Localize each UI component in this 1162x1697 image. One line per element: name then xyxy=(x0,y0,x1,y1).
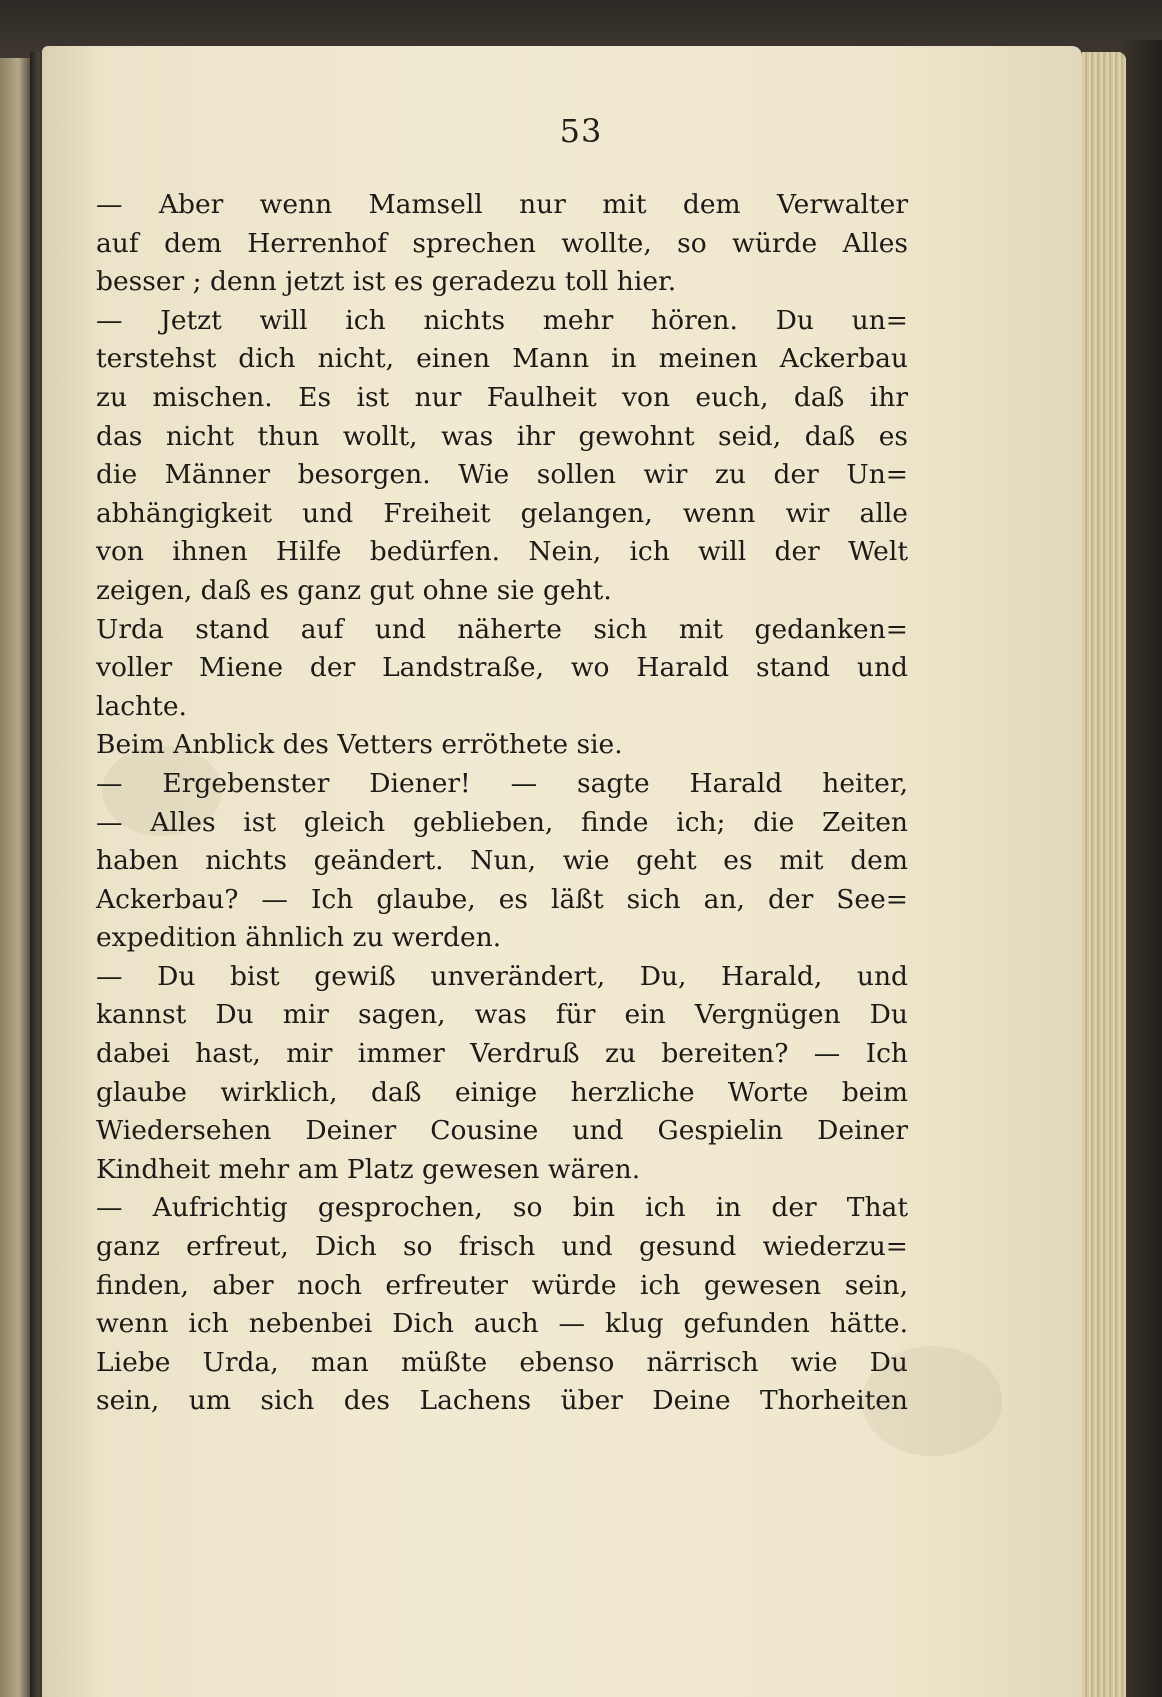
text-line: Wiedersehen Deiner Cousine und Gespielin Deiner xyxy=(96,1115,908,1147)
text-line: voller Miene der Landstraße, wo Harald stand und xyxy=(96,652,908,684)
text-line: zeigen, daß es ganz gut ohne sie geht. xyxy=(96,574,612,606)
text-line: besser ; denn jetzt ist es geradezu toll hier. xyxy=(96,266,677,298)
text-line: glaube wirklich, daß einige herzliche Worte beim xyxy=(96,1076,908,1108)
text-line: von ihnen Hilfe bedürfen. Nein, ich will der Welt xyxy=(96,536,908,568)
text-line: die Männer besorgen. Wie sollen wir zu der Un= xyxy=(96,459,908,491)
text-line: Liebe Urda, man müßte ebenso närrisch wie Du xyxy=(96,1346,908,1378)
text-line: dabei hast, mir immer Verdruß zu bereiten? — Ich xyxy=(96,1038,908,1070)
text-line: Ackerbau? — Ich glaube, es läßt sich an, der See= xyxy=(96,883,908,915)
left-page-edge xyxy=(0,58,34,1697)
text-line: lachte. xyxy=(96,690,187,722)
text-line: Beim Anblick des Vetters erröthete sie. xyxy=(96,729,623,761)
text-line: Kindheit mehr am Platz gewesen wären. xyxy=(96,1153,641,1185)
book-cover-right xyxy=(1122,40,1162,1697)
text-line: finden, aber noch erfreuter würde ich gewesen sein, xyxy=(96,1269,908,1301)
text-line: sein, um sich des Lachens über Deine Thorheiten xyxy=(96,1385,908,1417)
text-line: terstehst dich nicht, einen Mann in meinen Ackerbau xyxy=(96,343,908,375)
text-line: ganz erfreut, Dich so frisch und gesund wiederzu= xyxy=(96,1231,908,1263)
text-line: kannst Du mir sagen, was für ein Vergnügen Du xyxy=(96,999,908,1031)
text-line: — Jetzt will ich nichts mehr hören. Du un= xyxy=(96,304,908,336)
text-line: haben nichts geändert. Nun, wie geht es mit dem xyxy=(96,845,908,877)
text-line: abhängigkeit und Freiheit gelangen, wenn wir alle xyxy=(96,497,908,529)
text-line: Urda stand auf und näherte sich mit gedanken= xyxy=(96,613,908,645)
body-text xyxy=(96,186,908,1421)
text-line: wenn ich nebenbei Dich auch — klug gefunden hätte. xyxy=(96,1308,908,1340)
text-line: zu mischen. Es ist nur Faulheit von euch, daß ihr xyxy=(96,381,908,413)
text-line: auf dem Herrenhof sprechen wollte, so würde Alles xyxy=(96,227,908,259)
text-line: das nicht thun wollt, was ihr gewohnt seid, daß es xyxy=(96,420,908,452)
text-line: — Du bist gewiß unverändert, Du, Harald, und xyxy=(96,960,908,992)
text-line: — Alles ist gleich geblieben, finde ich; die Zeiten xyxy=(96,806,908,838)
text-line: expedition ähnlich zu werden. xyxy=(96,922,502,954)
text-line: — Aber wenn Mamsell nur mit dem Verwalter xyxy=(96,189,908,220)
page-stack-edge xyxy=(1082,52,1126,1697)
text-line: — Ergebenster Diener! — sagte Harald heiter, xyxy=(96,767,908,799)
page-number: 53 xyxy=(559,112,603,150)
text-line: — Aufrichtig gesprochen, so bin ich in der That xyxy=(96,1192,908,1224)
